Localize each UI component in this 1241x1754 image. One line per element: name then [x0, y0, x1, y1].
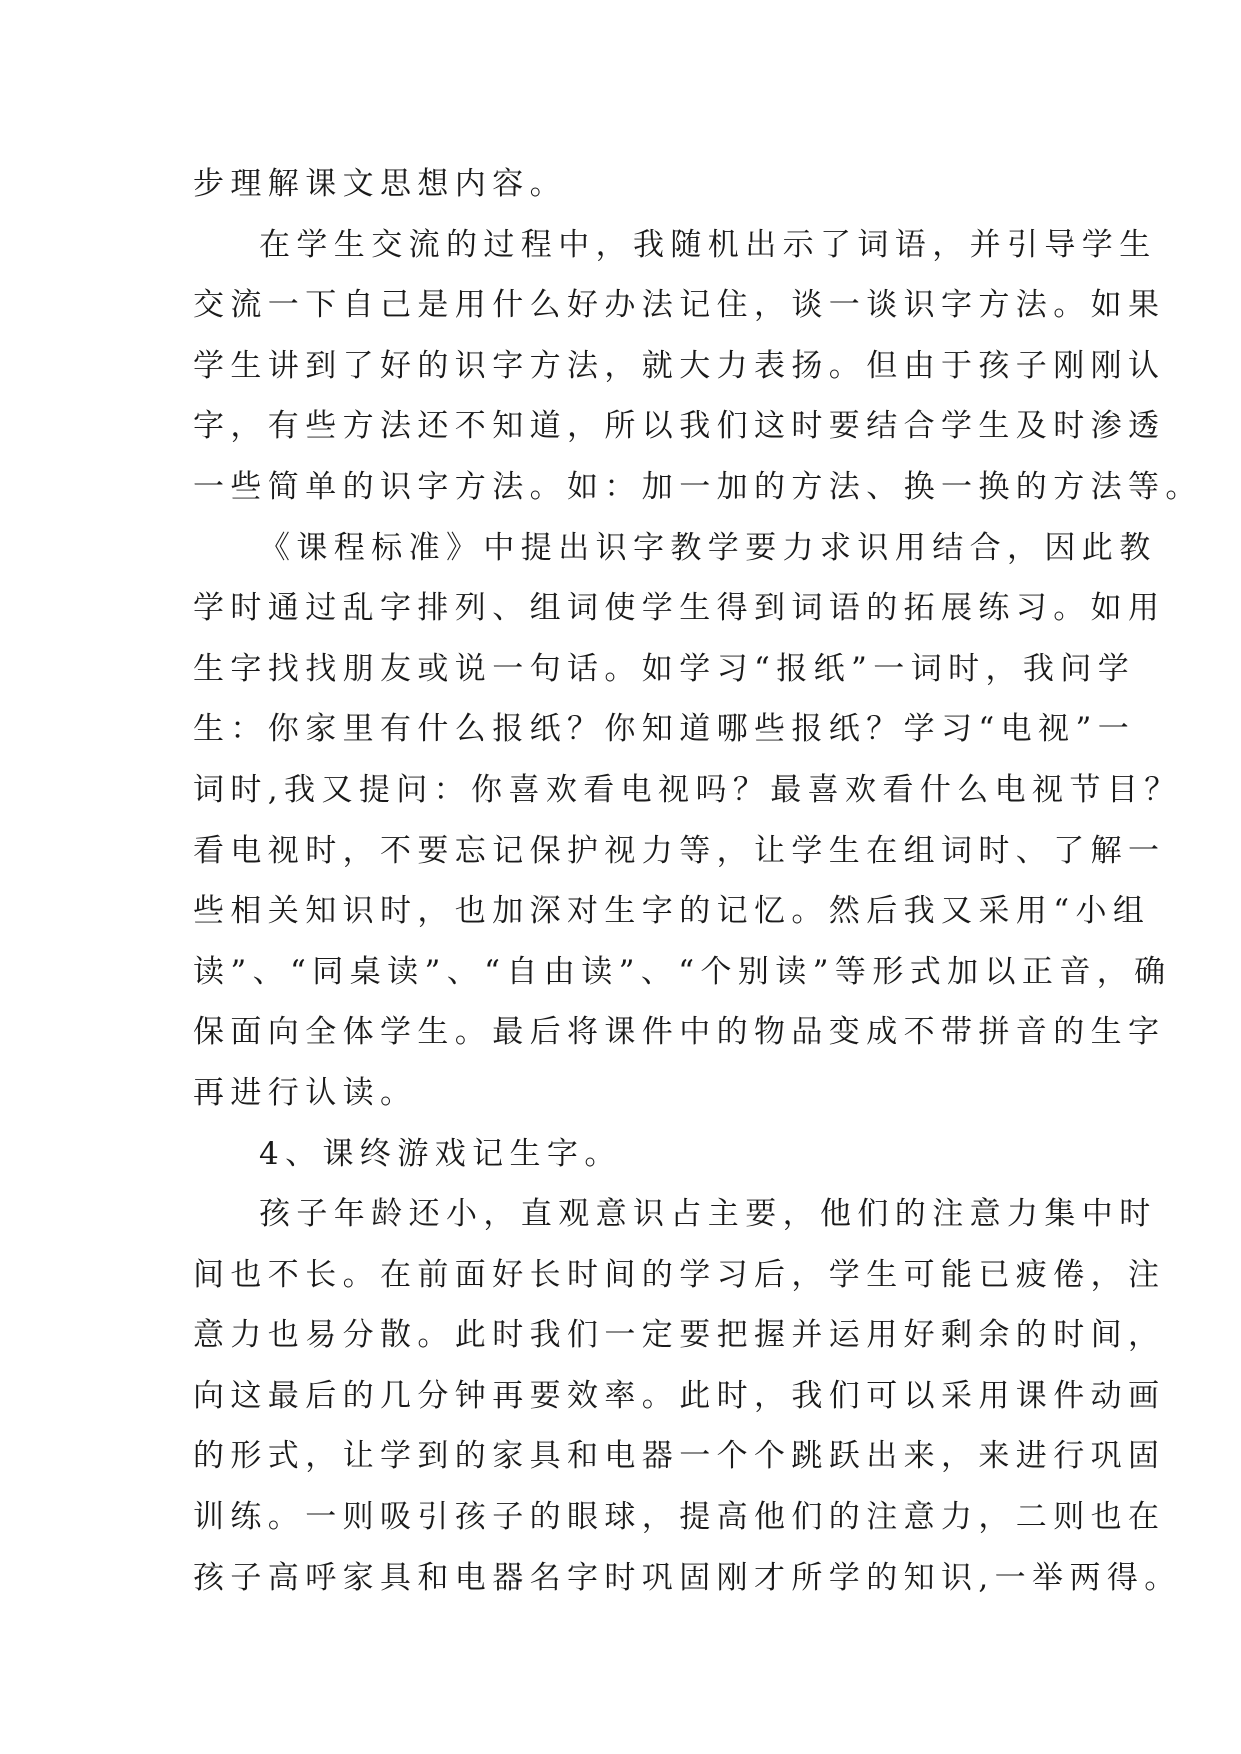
document-body — [193, 154, 1203, 1608]
text-line: 交流一下自己是用什么好办法记住，谈一谈识字方法。如果 — [193, 287, 1166, 324]
text-line: 生字找找朋友或说一句话。如学习“报纸”一词时，我问学 — [193, 650, 1136, 687]
text-line: 间也不长。在前面好长时间的学习后，学生可能已疲倦，注 — [193, 1256, 1166, 1293]
text-line: 字，有些方法还不知道，所以我们这时要结合学生及时渗透 — [193, 408, 1166, 445]
text-line: 读”、“同桌读”、“自由读”、“个别读”等形式加以正音，确 — [193, 953, 1172, 990]
text-line: 《课程标准》中提出识字教学要力求识用结合，因此教 — [259, 529, 1157, 566]
section-heading: 4、课终游戏记生字。 — [259, 1135, 622, 1172]
text-line: 步理解课文思想内容。 — [193, 166, 567, 202]
text-line: 的形式，让学到的家具和电器一个个跳跃出来，来进行巩固 — [193, 1438, 1166, 1475]
text-line: 再进行认读。 — [193, 1074, 418, 1111]
text-line: 向这最后的几分钟再要效率。此时，我们可以采用课件动画 — [193, 1377, 1166, 1414]
text-line: 生：你家里有什么报纸？你知道哪些报纸？学习“电视”一 — [193, 711, 1136, 748]
text-line: 孩子年龄还小，直观意识占主要，他们的注意力集中时 — [259, 1196, 1157, 1233]
text-line: 孩子高呼家具和电器名字时巩固刚才所学的知识,一举两得。 — [193, 1559, 1182, 1596]
text-line: 在学生交流的过程中，我随机出示了词语，并引导学生 — [259, 226, 1157, 263]
text-line: 一些简单的识字方法。如：加一加的方法、换一换的方法等。 — [193, 468, 1203, 505]
text-line: 训练。一则吸引孩子的眼球，提高他们的注意力，二则也在 — [193, 1499, 1166, 1536]
text-line: 保面向全体学生。最后将课件中的物品变成不带拼音的生字 — [193, 1014, 1166, 1051]
text-line: 学时通过乱字排列、组词使学生得到词语的拓展练习。如用 — [193, 590, 1166, 627]
text-line: 学生讲到了好的识字方法，就大力表扬。但由于孩子刚刚认 — [193, 347, 1166, 384]
text-line: 看电视时，不要忘记保护视力等，让学生在组词时、了解一 — [193, 832, 1166, 869]
text-line: 些相关知识时，也加深对生字的记忆。然后我又采用“小组 — [193, 893, 1151, 930]
text-line: 意力也易分散。此时我们一定要把握并运用好剩余的时间， — [193, 1317, 1166, 1354]
text-line: 词时,我又提问：你喜欢看电视吗？最喜欢看什么电视节目？ — [193, 771, 1182, 808]
